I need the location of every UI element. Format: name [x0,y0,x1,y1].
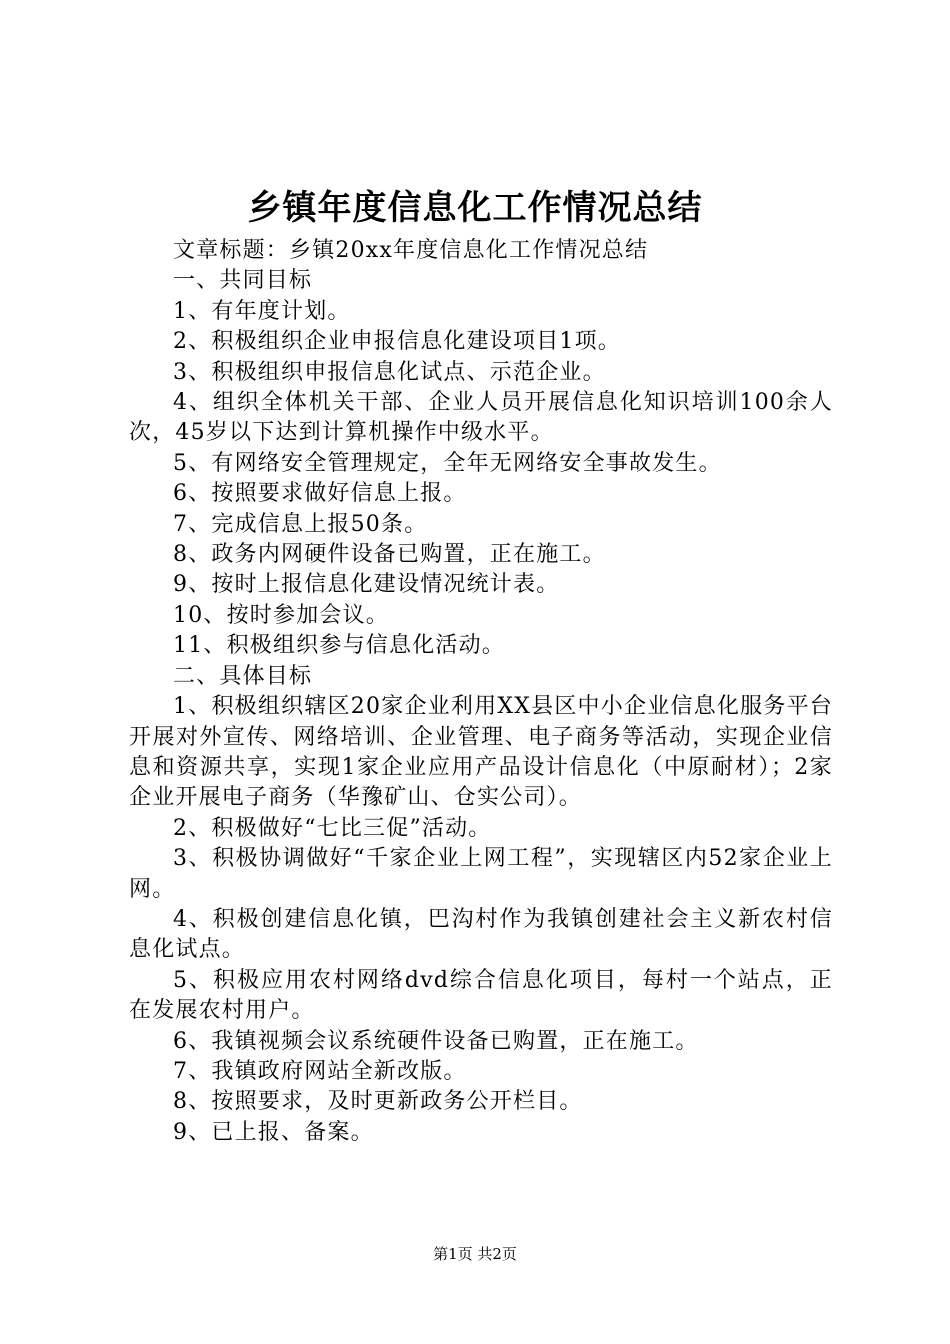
list-item: 8、政务内网硬件设备已购置，正在施工。 [173,542,606,568]
list-item: 5、有网络安全管理规定，全年无网络安全事故发生。 [173,450,722,476]
list-item: 4、积极创建信息化镇，巴沟村作为我镇创建社会主义新农村信息化试点。 [129,906,833,963]
document-title: 乡镇年度信息化工作情况总结 [247,188,703,228]
list-item: 3、积极协调做好“千家企业上网工程”，实现辖区内52家企业上网。 [129,846,833,902]
list-item: 3、积极组织申报信息化试点、示范企业。 [173,359,606,385]
list-item: 1、积极组织辖区20家企业利用XX县区中小企业信息化服务平台开展对外宣传、网络培训、企业管理、电子商务等活动，实现企业信息和资源共享，实现1家企业应用产品设计信息化（中原耐材）；2家企业开展电子商务（华豫矿山、仓实公司）。 [129,694,833,811]
list-item: 9、已上报、备案。 [173,1119,374,1145]
list-item: 4、组织全体机关干部、企业人员开展信息化知识培训100余人次，45岁以下达到计算机操作中级水平。 [129,390,833,446]
list-item: 11、积极组织参与信息化活动。 [173,633,505,659]
list-item: 2、积极组织企业申报信息化建设项目1项。 [173,329,621,355]
document-body [129,236,833,1148]
list-item: 7、完成信息上报50条。 [173,511,428,537]
section-heading-common-goals: 一、共同目标 [173,268,313,294]
article-title-line: 文章标题：乡镇20xx年度信息化工作情况总结 [173,238,649,263]
list-item: 6、我镇视频会议系统硬件设备已购置，正在施工。 [173,1028,699,1054]
section-heading-specific-goals: 二、具体目标 [173,663,313,689]
list-item: 2、积极做好“七比三促”活动。 [173,815,492,841]
list-item: 8、按照要求，及时更新政务公开栏目。 [173,1089,583,1115]
list-item: 10、按时参加会议。 [173,602,389,628]
list-item: 9、按时上报信息化建设情况统计表。 [173,572,560,598]
list-item: 5、积极应用农村网络dvd综合信息化项目，每村一个站点，正在发展农村用户。 [129,967,833,1024]
list-item: 1、有年度计划。 [173,298,351,324]
page-number: 第1页 共2页 [433,1245,517,1263]
page-footer [0,1244,950,1264]
list-item: 6、按照要求做好信息上报。 [173,481,467,507]
list-item: 7、我镇政府网站全新改版。 [173,1058,467,1084]
